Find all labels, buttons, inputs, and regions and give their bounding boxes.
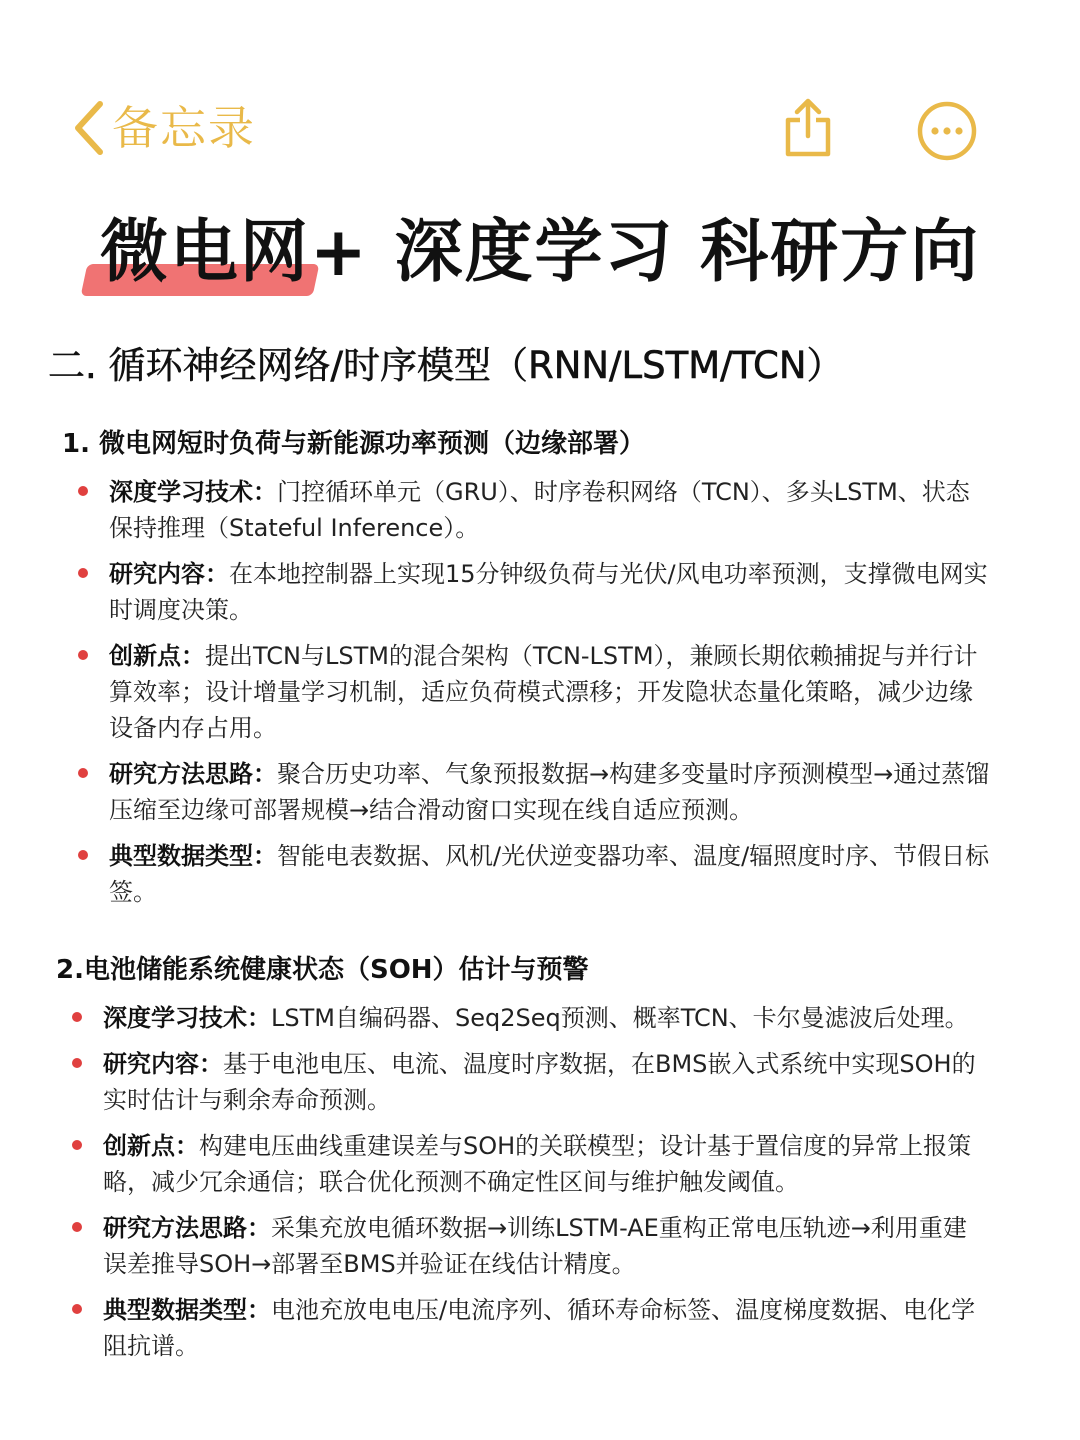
item-text: 构建电压曲线重建误差与SOH的关联模型；设计基于置信度的异常上报策略，减少冗余通信；联合优化预测不确定性区间与维护触发阈值。	[103, 1132, 972, 1196]
subsection-1-heading: 1. 微电网短时负荷与新能源功率预测（边缘部署）	[62, 429, 646, 459]
list-item	[72, 1000, 987, 1036]
bullet-dot-icon	[78, 850, 88, 860]
title-highlight: 微电网	[100, 208, 310, 298]
item-text: LSTM自编码器、Seq2Seq预测、概率TCN、卡尔曼滤波后处理。	[271, 1004, 969, 1032]
more-icon	[916, 100, 978, 162]
item-text: 采集充放电循环数据→训练LSTM-AE重构正常电压轨迹→利用重建误差推导SOH→部署至BMS并验证在线估计精度。	[103, 1214, 967, 1278]
item-text: 聚合历史功率、气象预报数据→构建多变量时序预测模型→通过蒸馏压缩至边缘可部署规模→结合滑动窗口实现在线自适应预测。	[109, 760, 990, 824]
item-label: 研究方法思路：	[109, 760, 277, 788]
bullet-dot-icon	[78, 768, 88, 778]
back-button[interactable]	[72, 96, 256, 160]
subsection-2-list	[72, 1000, 987, 1374]
list-item	[78, 556, 993, 628]
list-item	[78, 838, 993, 910]
subsection-1-list	[78, 474, 993, 920]
chevron-left-icon	[72, 100, 106, 156]
back-label: 备忘录	[112, 101, 256, 155]
list-item	[72, 1292, 987, 1364]
item-label: 创新点：	[103, 1132, 199, 1160]
page-title	[0, 208, 1080, 298]
bullet-dot-icon	[72, 1058, 82, 1068]
bullet-dot-icon	[78, 568, 88, 578]
section-heading: 二. 循环神经网络/时序模型（RNN/LSTM/TCN）	[48, 344, 844, 387]
share-icon	[780, 98, 836, 158]
bullet-dot-icon	[78, 650, 88, 660]
item-text: 提出TCN与LSTM的混合架构（TCN-LSTM），兼顾长期依赖捕捉与并行计算效率；设计增量学习机制，适应负荷模式漂移；开发隐状态量化策略，减少边缘设备内存占用。	[109, 642, 978, 742]
item-label: 深度学习技术：	[109, 478, 277, 506]
item-label: 创新点：	[109, 642, 205, 670]
item-label: 典型数据类型：	[109, 842, 277, 870]
list-item	[78, 756, 993, 828]
subsection-2-heading: 2.电池储能系统健康状态（SOH）估计与预警	[56, 955, 589, 985]
item-label: 研究内容：	[103, 1050, 223, 1078]
item-text: 电池充放电电压/电流序列、循环寿命标签、温度梯度数据、电化学阻抗谱。	[103, 1296, 976, 1360]
list-item	[78, 474, 993, 546]
item-label: 研究方法思路：	[103, 1214, 271, 1242]
bullet-dot-icon	[72, 1012, 82, 1022]
item-text: 门控循环单元（GRU）、时序卷积网络（TCN）、多头LSTM、状态保持推理（Stateful Inference）。	[109, 478, 970, 542]
list-item	[72, 1210, 987, 1282]
bullet-dot-icon	[72, 1304, 82, 1314]
bullet-dot-icon	[72, 1140, 82, 1150]
share-button[interactable]	[780, 98, 836, 158]
top-navigation-bar	[0, 0, 1080, 200]
item-text: 基于电池电压、电流、温度时序数据，在BMS嵌入式系统中实现SOH的实时估计与剩余寿命预测。	[103, 1050, 976, 1114]
list-item	[72, 1128, 987, 1200]
item-text: 在本地控制器上实现15分钟级负荷与光伏/风电功率预测，支撑微电网实时调度决策。	[109, 560, 988, 624]
more-options-button[interactable]	[916, 100, 978, 162]
item-label: 研究内容：	[109, 560, 229, 588]
bullet-dot-icon	[72, 1222, 82, 1232]
title-rest: + 深度学习 科研方向	[309, 213, 981, 292]
item-label: 深度学习技术：	[103, 1004, 271, 1032]
item-label: 典型数据类型：	[103, 1296, 271, 1324]
bullet-dot-icon	[78, 486, 88, 496]
list-item	[78, 638, 993, 746]
list-item	[72, 1046, 987, 1118]
item-text: 智能电表数据、风机/光伏逆变器功率、温度/辐照度时序、节假日标签。	[109, 842, 990, 906]
